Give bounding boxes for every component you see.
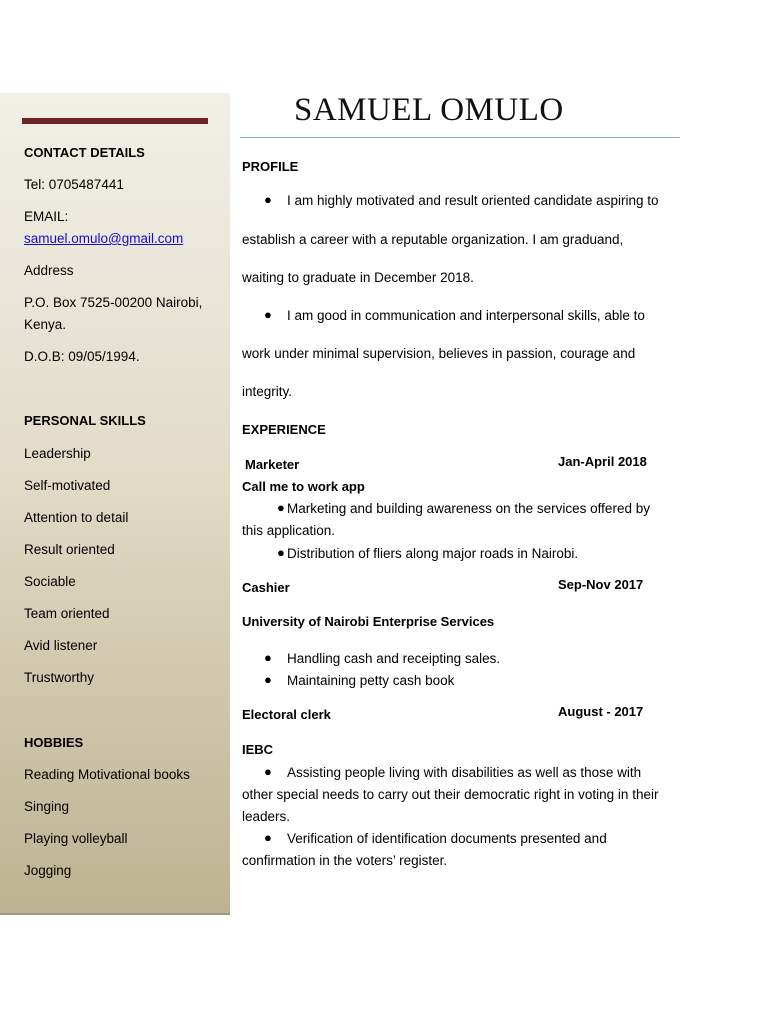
job-bullet: this application. [242, 523, 336, 538]
profile-line: I am highly motivated and result oriented candidate aspiring to [287, 193, 659, 208]
skill-item: Leadership [24, 446, 91, 461]
skill-item: Attention to detail [24, 510, 129, 525]
job-bullet: leaders. [242, 809, 291, 824]
job-date: August - 2017 [558, 704, 644, 719]
bullet-icon: ● [264, 672, 272, 687]
job-bullet: confirmation in the voters’ register. [242, 853, 448, 868]
job-org: IEBC [242, 742, 274, 757]
skill-item: Sociable [24, 574, 76, 589]
contact-address-line1: P.O. Box 7525-00200 Nairobi, [24, 295, 203, 310]
hobby-item: Reading Motivational books [24, 767, 190, 782]
header-rule [240, 137, 680, 138]
profile-line: integrity. [242, 384, 293, 399]
skills-heading: PERSONAL SKILLS [24, 413, 146, 428]
hobbies-heading: HOBBIES [24, 735, 84, 750]
profile-line: waiting to graduate in December 2018. [242, 270, 474, 285]
skill-item: Result oriented [24, 542, 115, 557]
job-org: University of Nairobi Enterprise Services [242, 614, 495, 629]
job-bullet: other special needs to carry out their democratic right in voting in their [242, 787, 659, 802]
profile-line: work under minimal supervision, believes in passion, courage and [242, 346, 636, 361]
job-title: Electoral clerk [242, 707, 331, 722]
bullet-icon: ● [277, 500, 285, 515]
job-bullet: Verification of identification documents presented and [287, 831, 607, 846]
profile-line: establish a career with a reputable organization. I am graduand, [242, 232, 624, 247]
skill-item: Self-motivated [24, 478, 111, 493]
hobby-item: Playing volleyball [24, 831, 128, 846]
skill-item: Trustworthy [24, 670, 95, 685]
contact-tel: Tel: 0705487441 [24, 177, 124, 192]
job-bullet: Marketing and building awareness on the services offered by [287, 501, 650, 516]
hobby-item: Singing [24, 799, 70, 814]
bullet-icon: ● [277, 545, 285, 560]
contact-heading: CONTACT DETAILS [24, 145, 145, 160]
bullet-icon: ● [264, 307, 272, 322]
profile-heading: PROFILE [242, 159, 299, 174]
skill-item: Avid listener [24, 638, 98, 653]
contact-address-line2: Kenya. [24, 317, 67, 332]
resume-name: SAMUEL OMULO [294, 92, 564, 128]
experience-heading: EXPERIENCE [242, 422, 326, 437]
job-title: Marketer [245, 457, 300, 472]
contact-email-label: EMAIL: [24, 209, 69, 224]
job-bullet: Assisting people living with disabilities as well as those with [287, 765, 642, 780]
job-bullet: Distribution of fliers along major roads in Nairobi. [287, 546, 579, 561]
skill-item: Team oriented [24, 606, 110, 621]
bullet-icon: ● [264, 764, 272, 779]
contact-email-link[interactable]: samuel.omulo@gmail.com [24, 231, 184, 246]
hobby-item: Jogging [24, 863, 72, 878]
bullet-icon: ● [264, 830, 272, 845]
bullet-icon: ● [264, 650, 272, 665]
bullet-icon: ● [264, 192, 272, 207]
job-org: Call me to work app [242, 479, 365, 494]
contact-dob: D.O.B: 09/05/1994. [24, 349, 140, 364]
job-bullet: Handling cash and receipting sales. [287, 651, 501, 666]
job-title: Cashier [242, 580, 290, 595]
sidebar-accent-bar [22, 118, 208, 124]
profile-line: I am good in communication and interpersonal skills, able to [287, 308, 645, 323]
job-date: Jan-April 2018 [558, 454, 647, 469]
job-date: Sep-Nov 2017 [558, 577, 644, 592]
contact-address-label: Address [24, 263, 74, 278]
job-bullet: Maintaining petty cash book [287, 673, 455, 688]
